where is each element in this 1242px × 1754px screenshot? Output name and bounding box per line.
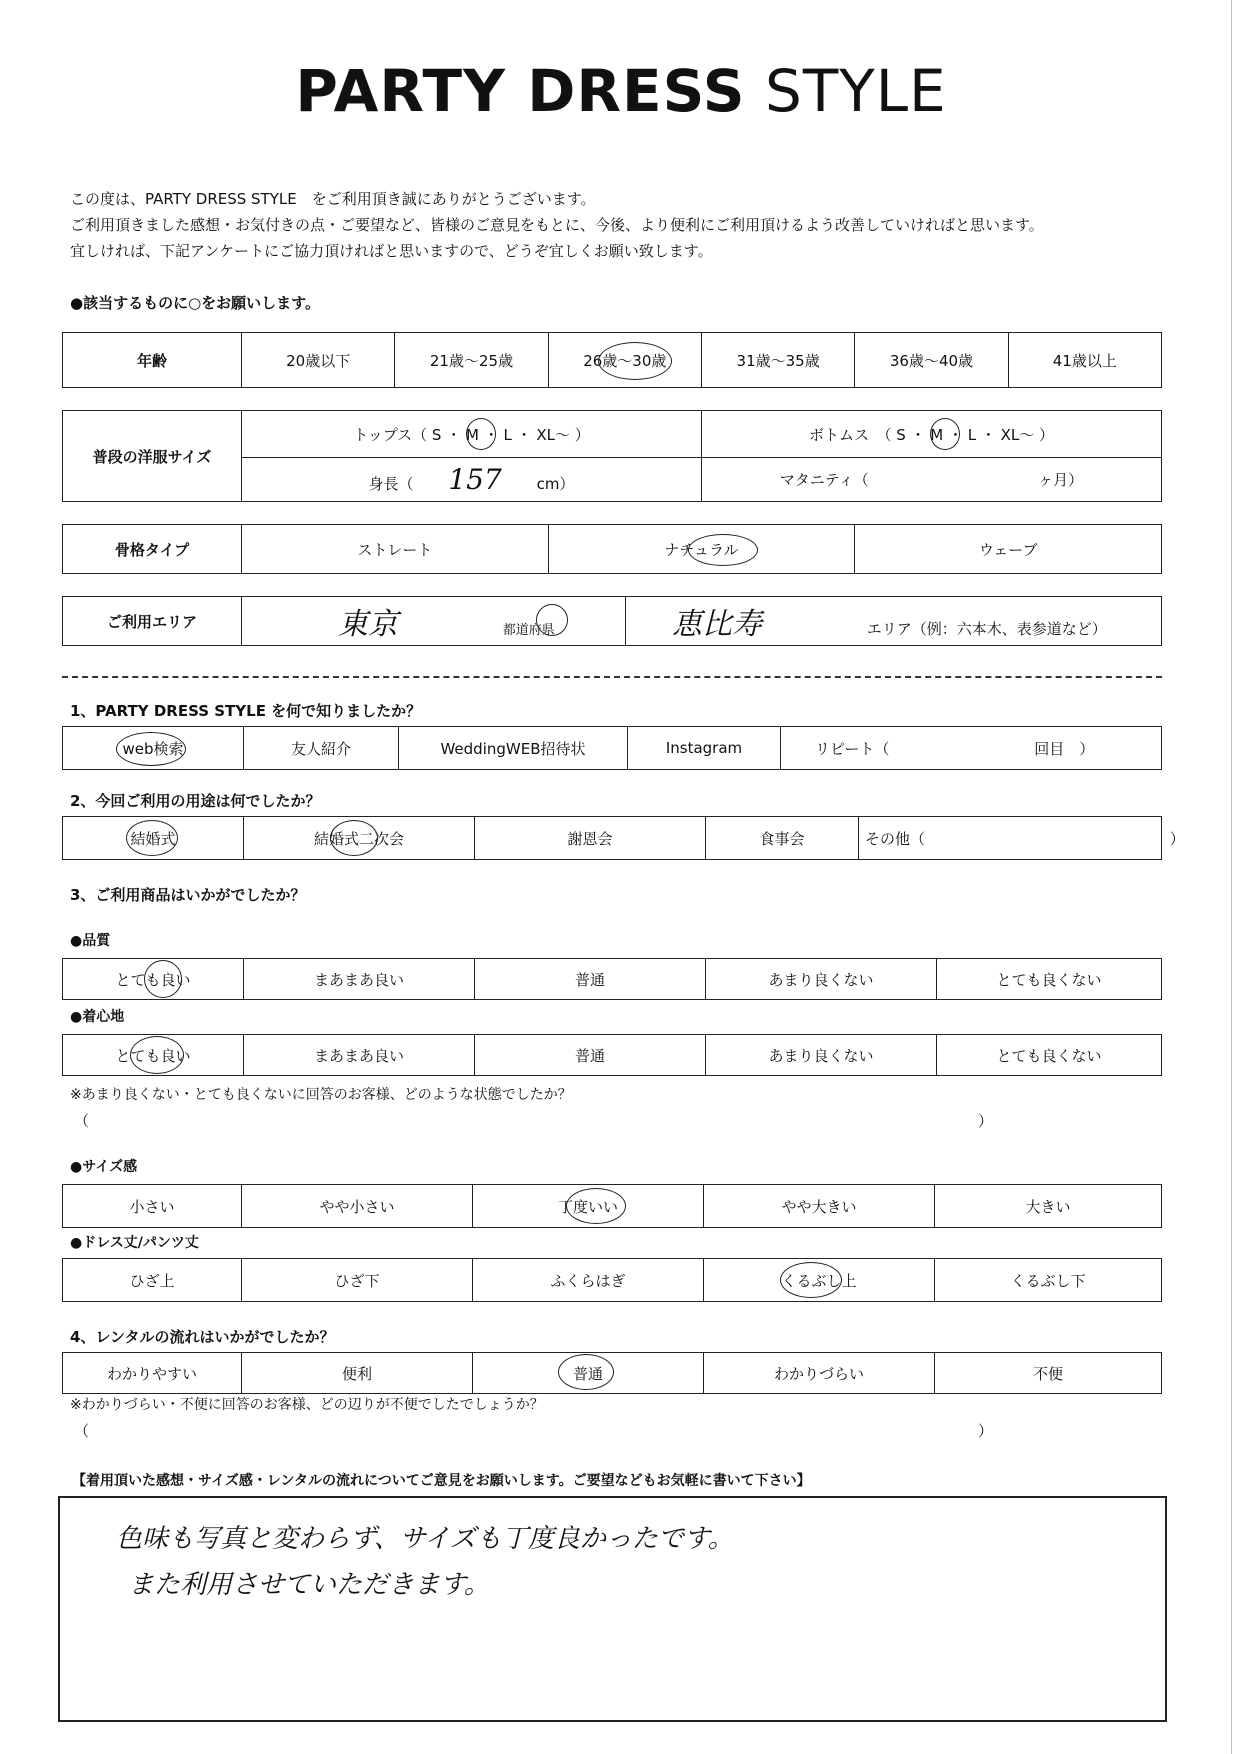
prefecture-label: 都道府県 xyxy=(502,623,555,638)
area-field[interactable] xyxy=(626,597,1162,646)
selection-circle-length xyxy=(780,1262,842,1298)
comfort-note: ※あまり良くない・とても良くないに回答のお客様、どのような状態でしたか？ xyxy=(70,1087,572,1103)
quality-option[interactable]: まあまあ良い xyxy=(244,959,475,1000)
selection-circle-q4 xyxy=(558,1354,614,1390)
age-option[interactable]: 20歳以下 xyxy=(242,333,395,388)
area-table xyxy=(62,596,1162,646)
q4-answer-open: （ xyxy=(74,1422,90,1440)
quality-option[interactable]: とても良い xyxy=(63,959,244,1000)
quality-option[interactable]: あまり良くない xyxy=(706,959,937,1000)
q2-option[interactable]: 結婚式 xyxy=(63,817,244,860)
q1-repeat[interactable] xyxy=(781,727,1162,770)
quality-option[interactable]: 普通 xyxy=(475,959,706,1000)
comfort-answer-open: （ xyxy=(74,1112,90,1130)
length-table xyxy=(62,1258,1162,1302)
selection-circle-q1 xyxy=(116,732,186,766)
comfort-label: ●着心地 xyxy=(70,1009,125,1025)
intro-text xyxy=(70,186,1190,264)
selection-circle-prefecture xyxy=(536,604,568,636)
instruction: ●該当するものに○をお願いします。 xyxy=(70,294,320,312)
comfort-option[interactable]: あまり良くない xyxy=(706,1035,937,1076)
fit-option[interactable]: やや大きい xyxy=(704,1185,935,1228)
q1-title: 1、PARTY DRESS STYLE を何で知りましたか？ xyxy=(70,702,422,720)
length-option[interactable]: ひざ下 xyxy=(242,1259,473,1302)
age-option[interactable]: 36歳～40歳 xyxy=(855,333,1008,388)
height-field[interactable] xyxy=(242,458,702,502)
frame-option[interactable]: ストレート xyxy=(242,525,549,574)
length-label: ●ドレス丈/パンツ丈 xyxy=(70,1235,199,1251)
q2-other-close: ） xyxy=(1169,829,1185,848)
area-value: 恵比寿 xyxy=(672,607,762,642)
selection-circle-quality xyxy=(144,960,182,998)
selection-circle-q2-a xyxy=(126,820,178,856)
comfort-option[interactable]: とても良い xyxy=(63,1035,244,1076)
size-table xyxy=(62,410,1162,502)
q4-note: ※わかりづらい・不便に回答のお客様、どの辺りが不便でしたでしょうか？ xyxy=(70,1397,544,1413)
fit-option[interactable]: 丁度いい xyxy=(473,1185,704,1228)
length-option[interactable]: ふくらはぎ xyxy=(473,1259,704,1302)
q1-option[interactable]: 友人紹介 xyxy=(244,727,399,770)
quality-label: ●品質 xyxy=(70,933,111,949)
quality-table xyxy=(62,958,1162,1000)
q4-option[interactable]: わかりやすい xyxy=(63,1353,242,1394)
q1-option[interactable]: Instagram xyxy=(628,727,781,770)
fit-option[interactable]: 小さい xyxy=(63,1185,242,1228)
brand-logo xyxy=(0,57,1242,125)
q1-option[interactable]: web検索 xyxy=(63,727,244,770)
brand-bold: PARTY DRESS xyxy=(295,57,746,125)
comments-box[interactable] xyxy=(58,1496,1167,1722)
q2-table xyxy=(62,816,1185,860)
frame-option[interactable]: ナチュラル xyxy=(548,525,855,574)
intro-line: この度は、PARTY DRESS STYLE をご利用頂き誠にありがとうございます。 xyxy=(70,190,596,208)
frame-header: 骨格タイプ xyxy=(63,525,242,574)
q1-repeat-label: リピート（ xyxy=(815,739,890,758)
height-suffix: cm） xyxy=(536,475,575,493)
fit-option[interactable]: やや小さい xyxy=(242,1185,473,1228)
q3-title: 3、ご利用商品はいかがでしたか？ xyxy=(70,886,306,904)
q4-answer-close: ） xyxy=(978,1422,994,1440)
q1-option[interactable]: WeddingWEB招待状 xyxy=(399,727,628,770)
q4-option[interactable]: 不便 xyxy=(935,1353,1162,1394)
fit-label: ●サイズ感 xyxy=(70,1159,138,1175)
q2-option[interactable]: 謝恩会 xyxy=(475,817,706,860)
comfort-answer-close: ） xyxy=(978,1112,994,1130)
comment-line: 色味も写真と変わらず、サイズも丁度良かったです。 xyxy=(116,1524,734,1554)
q4-title: 4、レンタルの流れはいかがでしたか？ xyxy=(70,1328,335,1346)
height-value: 157 xyxy=(448,463,502,496)
fit-option[interactable]: 大きい xyxy=(935,1185,1162,1228)
area-header: ご利用エリア xyxy=(63,597,242,646)
q2-other[interactable] xyxy=(859,817,1185,860)
q1-table xyxy=(62,726,1162,770)
length-option[interactable]: くるぶし下 xyxy=(935,1259,1162,1302)
selection-circle-tops xyxy=(466,418,496,450)
age-header: 年齢 xyxy=(63,333,242,388)
q4-option[interactable]: 便利 xyxy=(242,1353,473,1394)
q2-option[interactable]: 結婚式二次会 xyxy=(244,817,475,860)
q4-option[interactable]: わかりづらい xyxy=(704,1353,935,1394)
intro-line: ご利用頂きました感想・お気付きの点・ご要望など、皆様のご意見をもとに、今後、より便利にご利用頂けるよう改善していければと思います。 xyxy=(70,216,1044,234)
selection-circle-comfort xyxy=(130,1036,184,1074)
q4-option[interactable]: 普通 xyxy=(473,1353,704,1394)
maternity-field[interactable] xyxy=(702,458,1162,502)
page-edge xyxy=(1231,0,1242,1754)
maternity-suffix: ヶ月） xyxy=(1038,471,1084,489)
prefecture-value: 東京 xyxy=(338,607,398,642)
comfort-table xyxy=(62,1034,1162,1076)
age-option[interactable]: 31歳～35歳 xyxy=(701,333,854,388)
intro-line: 宜しければ、下記アンケートにご協力頂ければと思いますので、どうぞ宜しくお願い致します。 xyxy=(70,242,713,260)
area-label: エリア（例：六本木、表参道など） xyxy=(866,620,1107,638)
selection-circle-bottoms xyxy=(930,418,960,450)
comment-line: また利用させていただきます。 xyxy=(128,1570,490,1600)
frame-option[interactable]: ウェーブ xyxy=(855,525,1162,574)
quality-option[interactable]: とても良くない xyxy=(937,959,1162,1000)
q1-repeat-count: 回目 ） xyxy=(1034,739,1095,758)
selection-circle-fit xyxy=(566,1188,626,1224)
comfort-option[interactable]: とても良くない xyxy=(937,1035,1162,1076)
age-option[interactable]: 41歳以上 xyxy=(1008,333,1161,388)
comfort-option[interactable]: 普通 xyxy=(475,1035,706,1076)
dashed-divider xyxy=(62,676,1162,678)
height-prefix: 身長（ xyxy=(368,475,414,493)
brand-light: STYLE xyxy=(765,57,947,125)
selection-circle-frame xyxy=(688,534,758,566)
bottoms-size[interactable]: ボトムス （ S ・ M ・ L ・ XL～ ） xyxy=(702,411,1162,458)
tops-size[interactable]: トップス（ S ・ M ・ L ・ XL～ ） xyxy=(242,411,702,458)
comfort-option[interactable]: まあまあ良い xyxy=(244,1035,475,1076)
maternity-prefix: マタニティ（ xyxy=(779,471,869,489)
age-option[interactable]: 21歳～25歳 xyxy=(395,333,548,388)
q2-title: 2、今回ご利用の用途は何でしたか？ xyxy=(70,792,321,810)
size-header: 普段の洋服サイズ xyxy=(63,411,242,502)
length-option[interactable]: くるぶし上 xyxy=(704,1259,935,1302)
comments-title: 【着用頂いた感想・サイズ感・レンタルの流れについてご意見をお願いします。ご要望などもお気軽に書いて下さい】 xyxy=(72,1473,811,1489)
q2-other-label: その他（ xyxy=(865,829,926,848)
selection-circle-age xyxy=(598,342,672,380)
q2-option[interactable]: 食事会 xyxy=(706,817,859,860)
length-option[interactable]: ひざ上 xyxy=(63,1259,242,1302)
frame-table xyxy=(62,524,1162,574)
selection-circle-q2-b xyxy=(330,820,378,856)
age-option[interactable]: 26歳～30歳 xyxy=(548,333,701,388)
